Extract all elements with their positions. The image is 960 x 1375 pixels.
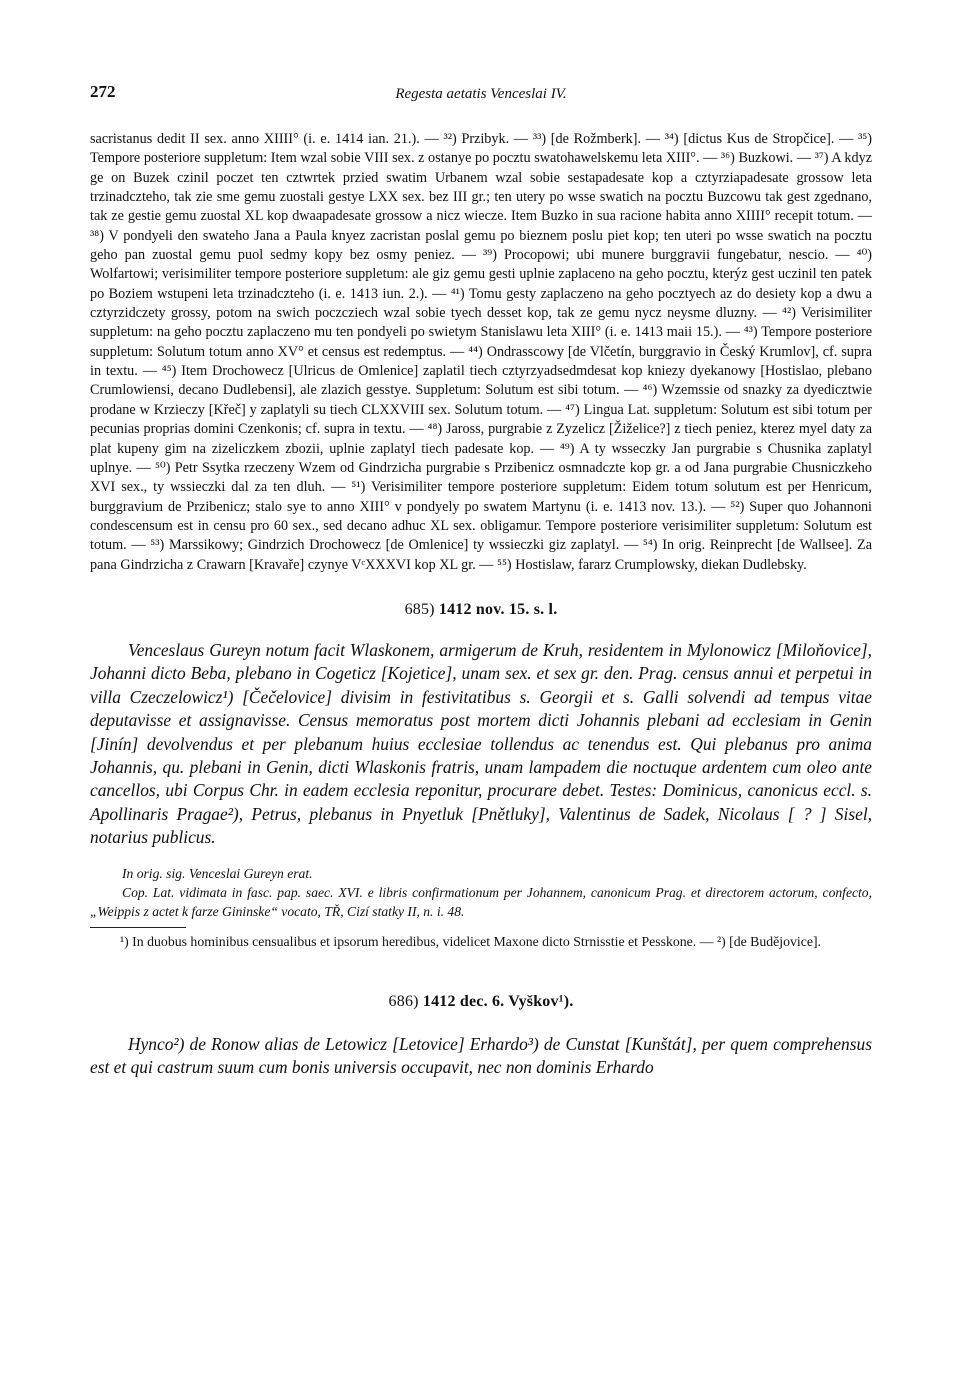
entry-685-footnote-text: ¹) In duobus hominibus censualibus et ipsorum heredibus, videlicet Maxone dicto Strnisstie et Pesskone. — ²) [de Budějovice].: [120, 933, 822, 949]
entry-685-source-1: In orig. sig. Venceslai Gureyn erat.: [122, 865, 313, 881]
page-number: 272: [90, 82, 116, 101]
entry-686-number: 686): [388, 992, 423, 1010]
entry-685-regest: [90, 639, 872, 850]
document-page: [90, 82, 872, 1079]
entry-686-date: 1412 dec. 6. Vyškov¹).: [422, 992, 574, 1010]
entry-685-regest-text: Venceslaus Gureyn notum facit Wlaskonem, armigerum de Kruh, residentem in Mylonowicz [Miloňovice], Johanni dicto Beba, plebano in Cogeticz [Kojetice], unam sex. et sex gr. den. Prag. census annui et perpetui in villa Czeczelowicz¹) [Čečelovice] divisim in festivitatibus s. Georgii et s. Galli solvendi ad tempus vitae deputavisse et assignavisse. Census memoratus post mortem dicti Johannis plebani ad ecclesiam in Genin [Jinín] devolvendus et per plebanum huius ecclesiae tollendus ac tenendus est. Qui plebanus pro anima Johannis, qu. plebani in Genin, dicti Wlaskonis fratris, unam lampadem die noctuque ardentem cum oleo ante cancellos, ubi Corpus Chr. in eadem ecclesia reponitur, procurare debet. Testes: Dominicus, canonicus eccl. s. Apollinaris Pragae²), Petrus, plebanus in Pnyetluk [Pnětluky], Valentinus de Sadek, Nicolaus [ ? ] Sisel, notarius publicus.: [90, 639, 872, 848]
entry-685-heading: [90, 601, 872, 623]
entry-686-heading: [90, 993, 872, 1015]
notes-text: sacristanus dedit II sex. anno XIIII° (i. e. 1414 ian. 21.). — ³²) Przibyk. — ³³) [de Rožmberk]. — ³⁴) [dictus Kus de Stropčice]. — ³⁵) Tempore posteriore suppletum: Item wzal sobie VIII sex. z ostanye po pocztu swatohawelskemu leta XIII°. — ³⁶) Buzkowi. — ³⁷) A kdyz ge on Buzek czinil poczet ten cztwrtek przied swatim Urbanem wzal sobie sestapadesate kop a cztyrziapadesate grossow leta trzinadczteho, tak zie sme gemu zuostali gestye LXX sex. bez III gr.; ten utery po wsse swatich na pocztu Buzcowu tak gest zgednano, tak ze gestie gemu zuostal XL kop dwaapadesate grossow a nicz wiecze. Item Buzko in sua racione habita anno XIIII° recepit totum. — ³⁸) V pondyeli den swateho Jana a Paula knyez zacristan poslal gemu po bieznem poslu piet kop; ten uteri po wsse swatich na pocztu geho pan zuostal gemu puol sedmy kopy bez osmy peniez. — ³⁹) Procopowi; ubi munere burggravii fungebatur, nescio. — ⁴⁰) Wolfartowi; verisimiliter tempore posteriore suppletum: ale giz gemu gesti uplnie zaplaceno na geho pocztu, kterýz gest uczinil ten patek po Boziem wstupeni leta trzinadczteho (i. e. 1413 iun. 2.). — ⁴¹) Tomu gesty zaplaczeno na geho pocztyech az do desiety kop a dwu a cztyrzidczety grossy, potom na swich poczcziech wzal sobie tyech desset kop, tak ze gemu nycz neysme dluzny. — ⁴²) Verisimiliter suppletum: na geho pocztu zaplaczeno mu ten pondyeli po swietym Stanislawu leta XIII° (i. e. 1413 maii 15.). — ⁴³) Tempore posteriore suppletum: Solutum totum anno XV° et census est redemptus. — ⁴⁴) Ondrasscowy [de Vlčetín, burggravio in Český Krumlov], cf. supra in textu. — ⁴⁵) Item Drochowecz [Ulricus de Omlenice] zaplatil tiech cztyrzyadsedmdesat kop kniezy dyekanowy [Hostislao, plebano Crumlowiensi, decano Dudlebensi], ale zlazich gesstye. Suppletum: Solutum est sibi totum. — ⁴⁶) Wzemssie od snazky za dyedicztwie prodane w Krzieczy [Křeč] y zaplatyli su tiech CLXXVIII sex. Solutum totum. — ⁴⁷) Lingua Lat. suppletum: Solutum est sibi totum per pecunias proprias domini Czenkonis; cf. supra in textu. — ⁴⁸) Jaross, purgrabie z Zyzelicz [Žiželice?] z tiech peniez, kterez myel daty za plat kupeny gim na zizeliczkem zbozii, uplnie zaplatyl tiech padesate kop. — ⁴⁹) A ty wsseczky Jan purgrabie s Chusnika zaplatyl uplnye. — ⁵⁰) Petr Ssytka rzeczeny Wzem od Gindrzicha purgrabie s Przibenicz osmnadczte kop gr. a od Jana purgrabie Chusniczkeho XVI sex., ty wssieczki dal za ten dluh. — ⁵¹) Verisimiliter tempore posteriore suppletum: Eidem totum solutum est per Henricum, burggravium de Przibenicz; stalo sye to anno XIII° v pondyely po swatem Martynu (i. e. 1413 nov. 13.). — ⁵²) Super quo Johannoni condescensum est in censu pro 60 sex., sed decano adhuc XL sex. obligamur. Tempore posteriore verisimiliter suppletum: Solutum est totum. — ⁵³) Marssikowy; Gindrzich Drochowecz [de Omlenice] ty wssieczki giz zaplatyl. — ⁵⁴) In orig. Reinprecht [de Wallsee]. Za pana Gindrzicha z Crawarn [Kravaře] czynye VᶜXXXVI kop XL gr. — ⁵⁵) Hostislaw, fararz Crumplowsky, diekan Dudlebsky.: [90, 131, 872, 573]
entry-685-date: 1412 nov. 15. s. l.: [438, 600, 558, 618]
entry-686-regest: [90, 1033, 872, 1080]
entry-685-footnote: [90, 932, 872, 951]
running-title: Regesta aetatis Venceslai IV.: [395, 86, 567, 102]
entry-685-number: 685): [404, 600, 439, 618]
entry-685-source-2: Cop. Lat. vidimata in fasc. pap. saec. XVI. e libris confirmationum per Johannem, canonicum Prag. et directorem actorum, confecto, „Weippis z actet k farze Gininske“ vocato, TŘ, Cizí statky II, n. i. 48.: [90, 884, 872, 919]
page-header: [90, 82, 872, 112]
footnote-rule: [90, 927, 186, 928]
notes-continuation: [90, 130, 872, 575]
entry-686-regest-text: Hynco²) de Ronow alias de Letowicz [Letovice] Erhardo³) de Cunstat [Kunštát], per quem comprehensus est et qui castrum suum cum bonis universis occupavit, nec non dominis Erhardo: [90, 1033, 872, 1077]
entry-685-sources: [90, 864, 872, 921]
